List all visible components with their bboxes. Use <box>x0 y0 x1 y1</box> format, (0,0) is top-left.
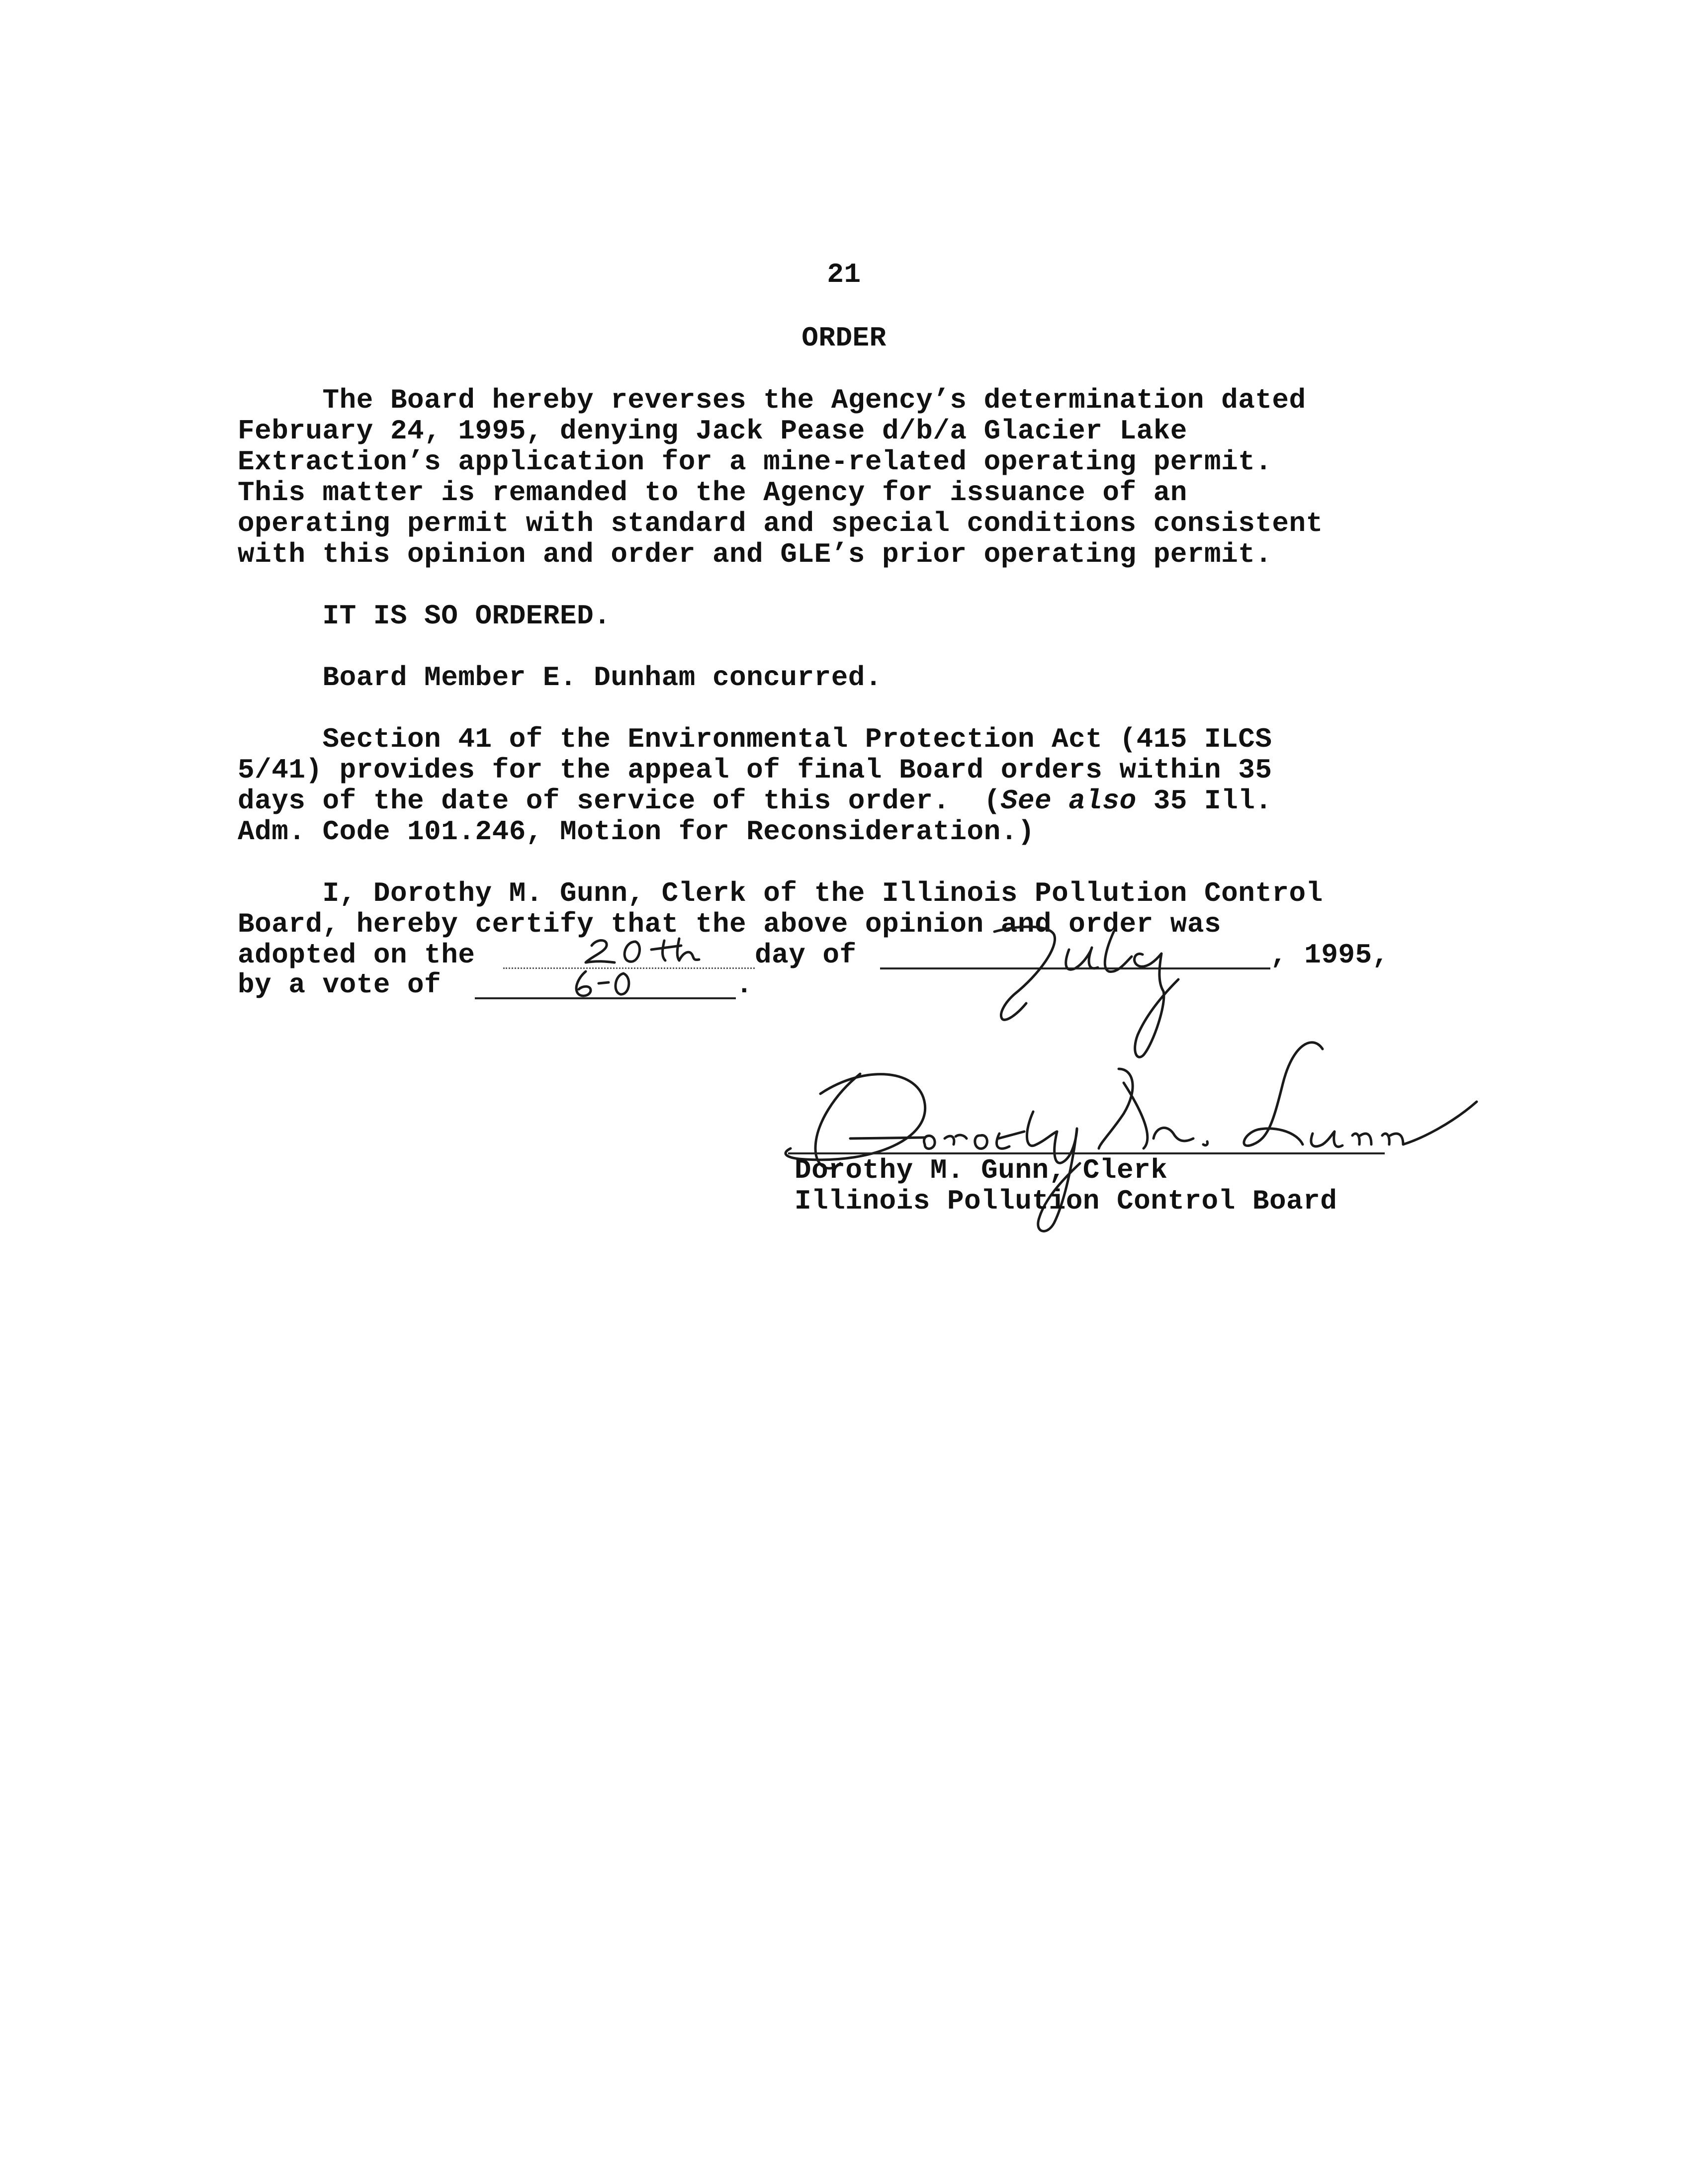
appeal-line: Adm. Code 101.246, Motion for Reconsideration.) <box>238 816 1035 848</box>
certification-day-of: day of <box>755 939 857 971</box>
certification-line: I, Dorothy M. Gunn, Clerk of the Illinois Pollution Control <box>238 877 1323 909</box>
order-line: This matter is remanded to the Agency for issuance of an <box>238 477 1187 509</box>
certification-vote-prefix: by a vote of <box>238 969 442 1001</box>
clerk-signature <box>776 1014 1541 1273</box>
page-number: 21 <box>827 259 861 290</box>
handwritten-day-20th <box>577 935 736 969</box>
so-ordered-line: IT IS SO ORDERED. <box>238 600 611 632</box>
order-line: with this opinion and order and GLE’s prior operating permit. <box>238 538 1272 570</box>
certification-adopted-prefix: adopted on the <box>238 939 475 971</box>
order-heading: ORDER <box>801 322 887 354</box>
order-line: Extraction’s application for a mine-related operating permit. <box>238 446 1272 478</box>
order-line: operating permit with standard and special conditions consistent <box>238 508 1323 539</box>
signer-name-title: Dorothy M. Gunn, Clerk <box>795 1154 1168 1186</box>
appeal-line <box>238 785 1272 817</box>
appeal-text: days of the date of service of this order. ( <box>238 785 1001 817</box>
handwritten-vote-6-0 <box>567 968 646 1000</box>
appeal-line: 5/41) provides for the appeal of final Board orders within 35 <box>238 754 1272 786</box>
signer-organization: Illinois Pollution Control Board <box>795 1185 1337 1217</box>
order-line: February 24, 1995, denying Jack Pease d/b/a Glacier Lake <box>238 415 1187 447</box>
order-line: The Board hereby reverses the Agency’s determination dated <box>238 384 1306 416</box>
certification-line: Board, hereby certify that the above opinion and order was <box>238 908 1222 940</box>
certification-year: , 1995, <box>1270 939 1389 971</box>
see-also-citation: See also <box>1000 785 1137 817</box>
concurrence-line: Board Member E. Dunham concurred. <box>238 662 883 694</box>
certification-period: . <box>736 969 753 1001</box>
appeal-text: 35 Ill. <box>1136 785 1272 817</box>
appeal-line: Section 41 of the Environmental Protection Act (415 ILCS <box>238 723 1272 755</box>
